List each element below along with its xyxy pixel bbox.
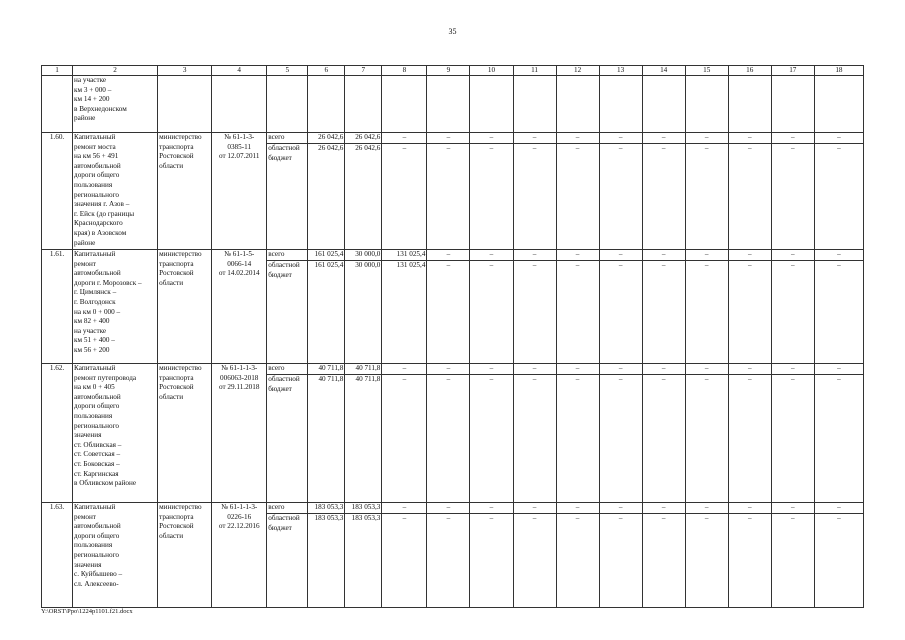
value-cell: 40 711,8 <box>308 375 345 503</box>
document-cell: № 61-1-1-3- 006063-2018 от 29.11.2018 <box>212 364 267 503</box>
funding-source-cell: всего <box>267 364 308 375</box>
value-cell: – <box>599 144 642 250</box>
col-header: 15 <box>685 66 728 76</box>
empty-cell <box>308 76 345 133</box>
value-cell: – <box>599 375 642 503</box>
value-cell: 30 000,0 <box>345 250 382 261</box>
funding-source-cell: всего <box>267 133 308 144</box>
value-cell: – <box>814 503 863 514</box>
value-cell: – <box>642 375 685 503</box>
empty-cell <box>728 76 771 133</box>
col-header: 6 <box>308 66 345 76</box>
value-cell: – <box>685 364 728 375</box>
col-header: 7 <box>345 66 382 76</box>
value-cell: 161 025,4 <box>308 261 345 364</box>
table-row <box>42 503 864 514</box>
col-header: 13 <box>599 66 642 76</box>
col-header: 4 <box>212 66 267 76</box>
row-number-cell: 1.61. <box>42 250 73 364</box>
value-cell: – <box>427 364 470 375</box>
value-cell: – <box>427 503 470 514</box>
object-name-cell: на участке км 3 + 000 – км 14 + 200 в Верхнедонском районе <box>73 76 158 133</box>
continuation-row <box>42 76 864 133</box>
value-cell: 183 053,3 <box>345 514 382 608</box>
value-cell: 26 042,6 <box>308 133 345 144</box>
value-cell: – <box>556 514 599 608</box>
value-cell: – <box>513 144 556 250</box>
value-cell: – <box>513 514 556 608</box>
value-cell: – <box>382 375 427 503</box>
value-cell: – <box>771 514 814 608</box>
row-number-cell: 1.62. <box>42 364 73 503</box>
value-cell: – <box>685 514 728 608</box>
page-number: 35 <box>448 27 457 36</box>
table-row <box>42 133 864 144</box>
value-cell: – <box>728 250 771 261</box>
value-cell: – <box>427 375 470 503</box>
value-cell: – <box>814 250 863 261</box>
value-cell: – <box>470 375 513 503</box>
value-cell: – <box>513 375 556 503</box>
value-cell: – <box>556 144 599 250</box>
value-cell: – <box>642 364 685 375</box>
value-cell: 131 025,4 <box>382 250 427 261</box>
customer-cell: министерство транспорта Ростовской области <box>158 503 212 608</box>
value-cell: – <box>470 250 513 261</box>
row-number-cell: 1.63. <box>42 503 73 608</box>
value-cell: 40 711,8 <box>308 364 345 375</box>
row-number-cell <box>42 76 73 133</box>
value-cell: – <box>556 503 599 514</box>
value-cell: – <box>771 375 814 503</box>
col-header: 8 <box>382 66 427 76</box>
col-header: 11 <box>513 66 556 76</box>
value-cell: – <box>728 375 771 503</box>
header-row <box>42 66 864 76</box>
empty-cell <box>513 76 556 133</box>
value-cell: – <box>814 144 863 250</box>
value-cell: 26 042,6 <box>308 144 345 250</box>
value-cell: – <box>513 250 556 261</box>
empty-cell <box>599 76 642 133</box>
empty-cell <box>814 76 863 133</box>
value-cell: 183 053,3 <box>308 514 345 608</box>
value-cell: – <box>427 514 470 608</box>
value-cell: 30 000,0 <box>345 261 382 364</box>
col-header: 3 <box>158 66 212 76</box>
value-cell: – <box>427 133 470 144</box>
document-cell: № 61-1-1-3- 0226-16 от 22.12.2016 <box>212 503 267 608</box>
col-header: 17 <box>771 66 814 76</box>
empty-cell <box>267 76 308 133</box>
empty-cell <box>642 76 685 133</box>
value-cell: – <box>382 364 427 375</box>
empty-cell <box>685 76 728 133</box>
value-cell: – <box>771 144 814 250</box>
customer-cell: министерство транспорта Ростовской области <box>158 133 212 250</box>
empty-cell <box>470 76 513 133</box>
col-header: 5 <box>267 66 308 76</box>
value-cell: – <box>728 261 771 364</box>
value-cell: – <box>556 250 599 261</box>
value-cell: – <box>556 261 599 364</box>
value-cell: – <box>599 133 642 144</box>
value-cell: – <box>771 250 814 261</box>
value-cell: – <box>685 375 728 503</box>
funding-source-cell: областной бюджет <box>267 375 308 503</box>
empty-cell <box>771 76 814 133</box>
object-name-cell: Капитальный ремонт путепровода на км 0 + 405 автомобильной дороги общего пользования регионального значения ст. Обливская – ст. Советская – ст. Боковская – ст. Каргинская в Обливском районе <box>73 364 158 503</box>
value-cell: – <box>771 364 814 375</box>
value-cell: – <box>427 144 470 250</box>
empty-cell <box>382 76 427 133</box>
value-cell: – <box>814 514 863 608</box>
value-cell: 131 025,4 <box>382 261 427 364</box>
funding-source-cell: всего <box>267 503 308 514</box>
value-cell: – <box>728 514 771 608</box>
empty-cell <box>556 76 599 133</box>
col-header: 10 <box>470 66 513 76</box>
value-cell: – <box>642 250 685 261</box>
value-cell: – <box>599 250 642 261</box>
value-cell: – <box>685 144 728 250</box>
value-cell: – <box>427 261 470 364</box>
budget-table <box>41 65 864 608</box>
value-cell: – <box>771 133 814 144</box>
value-cell: – <box>382 133 427 144</box>
value-cell: 26 042,6 <box>345 133 382 144</box>
value-cell: 183 053,3 <box>308 503 345 514</box>
value-cell: – <box>814 261 863 364</box>
value-cell: 161 025,4 <box>308 250 345 261</box>
value-cell: – <box>728 364 771 375</box>
col-header: 18 <box>814 66 863 76</box>
col-header: 14 <box>642 66 685 76</box>
value-cell: – <box>814 133 863 144</box>
value-cell: 40 711,8 <box>345 375 382 503</box>
value-cell: – <box>771 261 814 364</box>
col-header: 2 <box>73 66 158 76</box>
value-cell: – <box>642 514 685 608</box>
value-cell: 26 042,6 <box>345 144 382 250</box>
footer-file-path: Y:\ORST\Ppo\1224p1101.f21.docx <box>41 608 133 615</box>
value-cell: – <box>513 503 556 514</box>
value-cell: – <box>470 514 513 608</box>
empty-cell <box>427 76 470 133</box>
value-cell: – <box>685 261 728 364</box>
value-cell: – <box>513 364 556 375</box>
value-cell: 183 053,3 <box>345 503 382 514</box>
value-cell: – <box>685 133 728 144</box>
value-cell: – <box>382 144 427 250</box>
value-cell: – <box>814 375 863 503</box>
value-cell: – <box>728 144 771 250</box>
table-row <box>42 364 864 375</box>
value-cell: – <box>470 133 513 144</box>
value-cell: – <box>470 144 513 250</box>
object-name-cell: Капитальный ремонт моста на км 56 + 491 автомобильной дороги общего пользования регионального значения г. Азов – г. Ейск (до границы Краснодарского края) в Азовском районе <box>73 133 158 250</box>
value-cell: – <box>513 261 556 364</box>
value-cell: 40 711,8 <box>345 364 382 375</box>
value-cell: – <box>382 503 427 514</box>
value-cell: – <box>470 503 513 514</box>
value-cell: – <box>728 133 771 144</box>
value-cell: – <box>470 364 513 375</box>
col-header: 12 <box>556 66 599 76</box>
customer-cell: министерство транспорта Ростовской области <box>158 364 212 503</box>
value-cell: – <box>599 514 642 608</box>
funding-source-cell: областной бюджет <box>267 261 308 364</box>
value-cell: – <box>642 133 685 144</box>
value-cell: – <box>642 144 685 250</box>
value-cell: – <box>771 503 814 514</box>
document-cell: № 61-1-5- 0066-14 от 14.02.2014 <box>212 250 267 364</box>
empty-cell <box>212 76 267 133</box>
col-header: 9 <box>427 66 470 76</box>
value-cell: – <box>642 261 685 364</box>
value-cell: – <box>599 364 642 375</box>
value-cell: – <box>642 503 685 514</box>
value-cell: – <box>685 250 728 261</box>
empty-cell <box>158 76 212 133</box>
funding-source-cell: областной бюджет <box>267 144 308 250</box>
funding-source-cell: всего <box>267 250 308 261</box>
value-cell: – <box>556 133 599 144</box>
value-cell: – <box>470 261 513 364</box>
col-header: 16 <box>728 66 771 76</box>
row-number-cell: 1.60. <box>42 133 73 250</box>
value-cell: – <box>728 503 771 514</box>
table-row <box>42 250 864 261</box>
empty-cell <box>345 76 382 133</box>
funding-source-cell: областной бюджет <box>267 514 308 608</box>
value-cell: – <box>599 261 642 364</box>
document-cell: № 61-1-3- 0385-11 от 12.07.2011 <box>212 133 267 250</box>
value-cell: – <box>556 364 599 375</box>
col-header: 1 <box>42 66 73 76</box>
value-cell: – <box>556 375 599 503</box>
table-body <box>42 76 864 608</box>
customer-cell: министерство транспорта Ростовской области <box>158 250 212 364</box>
value-cell: – <box>599 503 642 514</box>
value-cell: – <box>427 250 470 261</box>
object-name-cell: Капитальный ремонт автомобильной дороги г. Морозовск – г. Цимлянск – г. Волгодонск на км 0 + 000 – км 82 + 400 на участке км 51 + 400 – км 56 + 200 <box>73 250 158 364</box>
value-cell: – <box>513 133 556 144</box>
object-name-cell: Капитальный ремонт автомобильной дороги общего пользования регионального значения с. Куйбышево – сл. Алексеево- <box>73 503 158 608</box>
value-cell: – <box>685 503 728 514</box>
value-cell: – <box>814 364 863 375</box>
value-cell: – <box>382 514 427 608</box>
